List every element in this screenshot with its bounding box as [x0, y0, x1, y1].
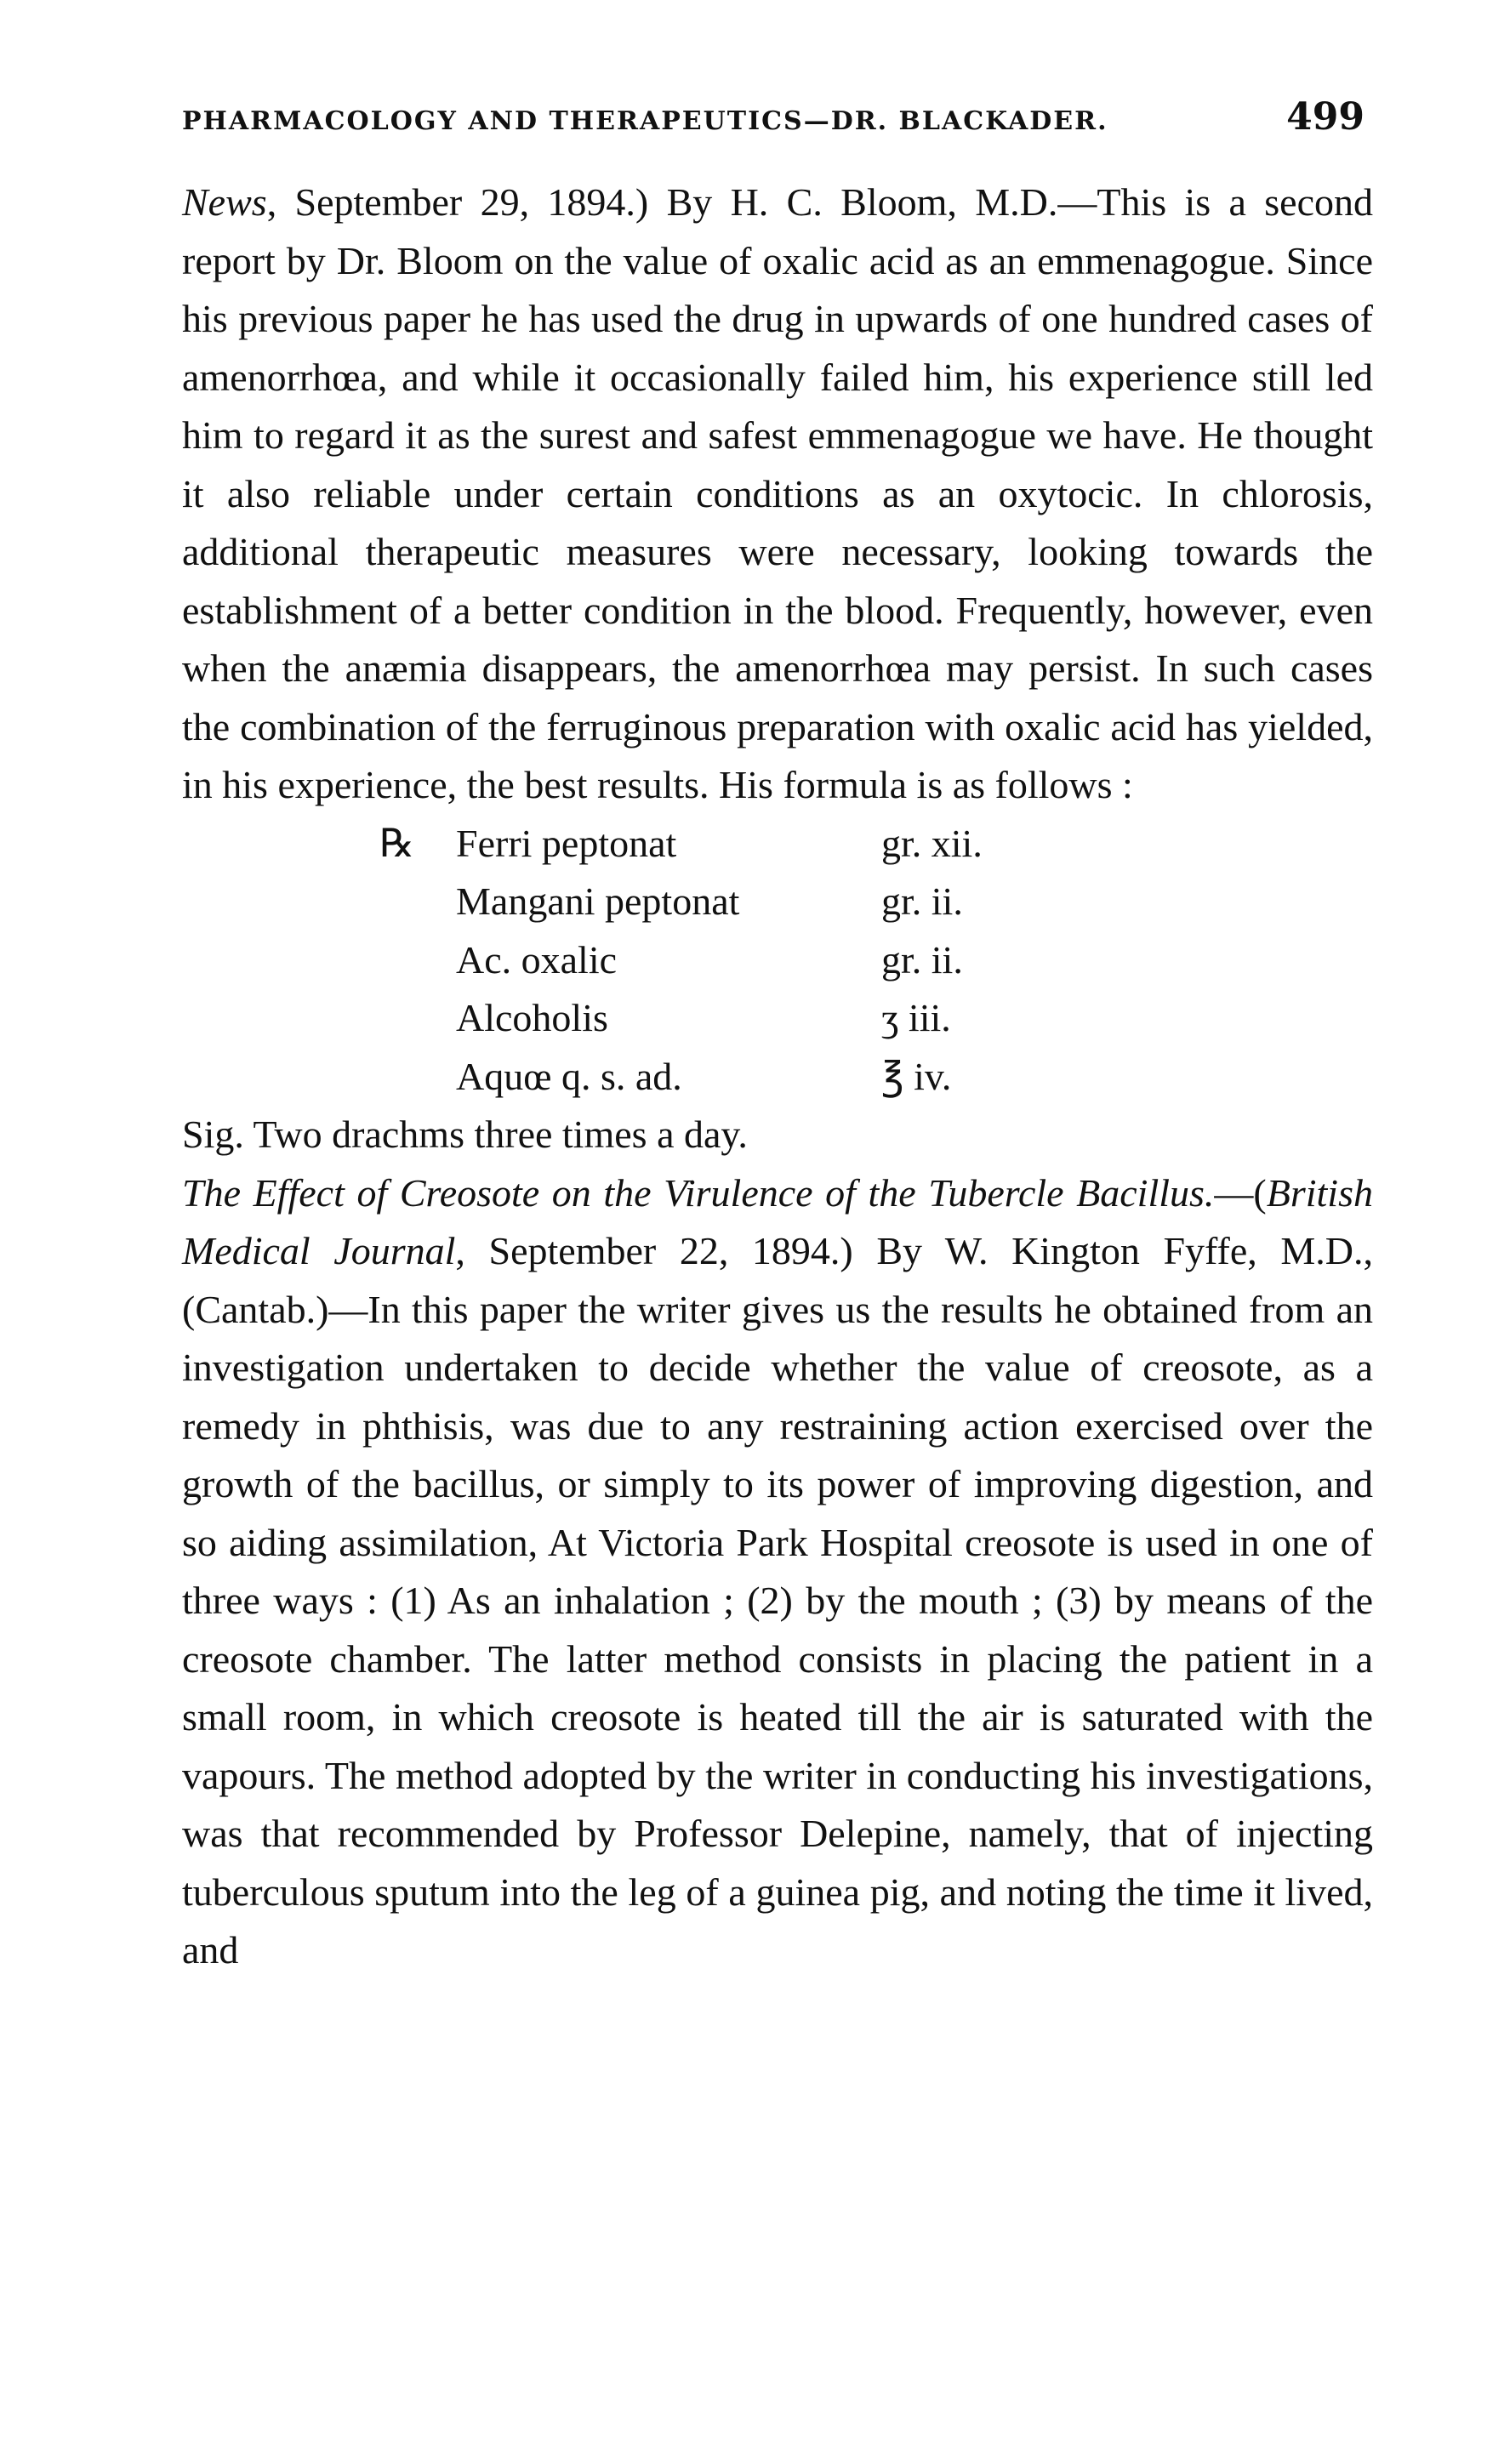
body-text	[182, 174, 1373, 1980]
rx-quantity: ℥ iv.	[881, 1054, 952, 1098]
paragraph-creosote	[182, 1164, 1373, 1980]
rx-quantity: gr. ii.	[881, 879, 963, 923]
rx-quantity: gr. xii.	[881, 821, 983, 865]
prescription	[379, 815, 1230, 1107]
page-number: 499	[1286, 95, 1365, 139]
rx-quantity: gr. ii.	[881, 937, 963, 982]
rx-ingredient: Alcoholis	[456, 996, 608, 1039]
journal-fragment: News	[182, 180, 267, 224]
running-head: PHARMACOLOGY AND THERAPEUTICS—DR. BLACKADER.	[182, 106, 1108, 136]
paragraph-creosote-text: By W. Kington Fyffe, M.D., (Cantab.)—In this paper the writer gives us the results he obtained from an investigation undertaken to decide whether the value of creosote, as a remedy in phthisis, was due to any restraining action exercised over the growth of the bacillus, or simply to its power of improving digestion, and so aiding assimilation, At Victoria Park Hospital creosote is used in one of three ways : (1) As an inhalation ; (2) by the mouth ; (3) by means of the creosote chamber. The latter method consists in placing the patient in a small room, in which creosote is heated till the air is saturated with the vapours. The method adopted by the writer in conducting his investigations, was that recommended by Professor Delepine, namely, that of injecting tuberculous sputum into the leg of a guinea pig, and noting the time it lived, and	[182, 1229, 1373, 1972]
rx-ingredient: Mangani peptonat	[456, 879, 740, 923]
paragraph-oxalic-acid-text: , September 29, 1894.) By H. C. Bloom, M.D.—This is a second report by Dr. Bloom on the value of oxalic acid as an emmenagogue. Since his previous paper he has used the drug in upwards of one hundred cases of amenorrhœa, and while it occasionally failed him, his experience still led him to regard it as the surest and safest emmenagogue we have. He thought it also reliable under certain conditions as an oxytocic. In chlorosis, additional therapeutic measures were necessary, looking towards the establishment of a better condition in the blood. Frequently, however, even when the anæmia disappears, the amenorrhœa may persist. In such cases the combination of the ferruginous preparation with oxalic acid has yielded, in his experience, the best results. His formula is as follows :	[182, 180, 1373, 806]
signa-line: Sig. Two drachms three times a day.	[182, 1112, 748, 1156]
paragraph-oxalic-acid	[182, 174, 1373, 815]
rx-ingredient: Aquœ q. s. ad.	[456, 1054, 682, 1098]
page-header	[182, 95, 1365, 146]
recipe-symbol: ℞	[379, 821, 415, 865]
journal-name: British Medical Journal	[182, 1170, 1373, 1272]
citation-prefix: —(	[1214, 1170, 1267, 1215]
citation-suffix: , September 22, 1894.)	[455, 1229, 853, 1272]
rx-quantity: ʒ iii.	[881, 996, 951, 1039]
article-title: The Effect of Creosote on the Virulence of the Tubercle Bacillus.	[182, 1170, 1215, 1215]
rx-ingredient: Ac. oxalic	[456, 937, 618, 982]
rx-ingredient: Ferri peptonat	[456, 821, 677, 865]
